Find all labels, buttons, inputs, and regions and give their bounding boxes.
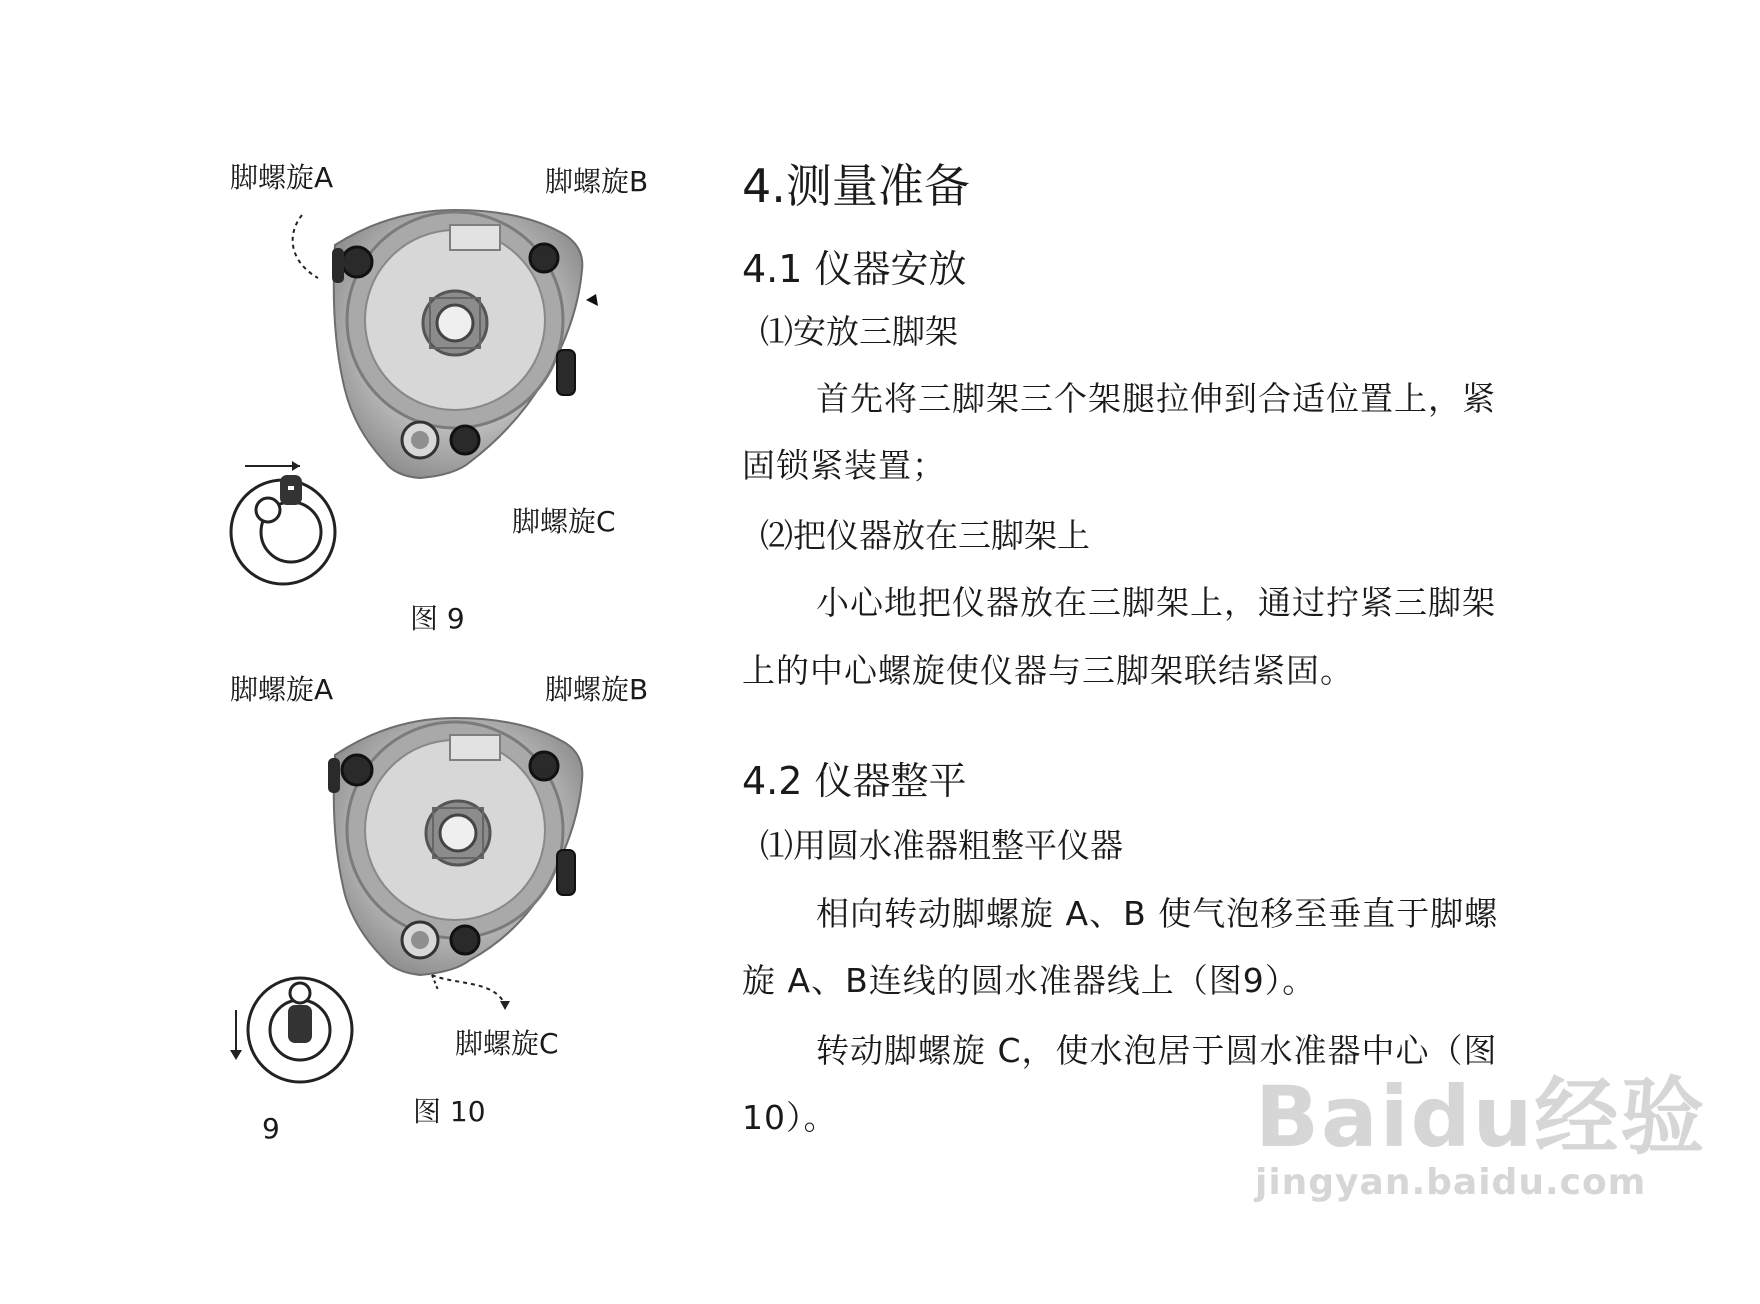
section-title: 4.测量准备	[742, 159, 970, 213]
section-4-1-para-1-line-2: 固锁紧装置；	[742, 446, 946, 485]
section-4-1-item-1: ⑴安放三脚架	[760, 312, 958, 351]
figure9-label-b: 脚螺旋B	[545, 165, 649, 198]
section-4-1-item-2: ⑵把仪器放在三脚架上	[760, 516, 1090, 555]
figure10-tribrach-illustration	[0, 0, 1, 1]
section-4-1-para-2-line-2: 上的中心螺旋使仪器与三脚架联结紧固。	[742, 651, 1354, 690]
baidu-watermark	[1255, 1068, 1707, 1203]
section-4-2-para-2-line-1: 转动脚螺旋 C，使水泡居于圆水准器中心（图	[816, 1031, 1498, 1070]
figure10-label-c: 脚螺旋C	[455, 1027, 559, 1060]
section-4-2-item-1: ⑴用圆水准器粗整平仪器	[760, 826, 1123, 865]
section-4-2-para-2-line-2: 10）。	[742, 1098, 838, 1137]
section-4-1-para-1-line-1: 首先将三脚架三个架腿拉伸到合适位置上，紧	[816, 379, 1496, 418]
figure9-label-c: 脚螺旋C	[512, 505, 616, 538]
watermark-main-text: Baidu经验	[1255, 1068, 1707, 1166]
figure10-caption: 图 10	[413, 1095, 486, 1128]
watermark-sub-text: jingyan.baidu.com	[1255, 1162, 1647, 1203]
section-4-1-title: 4.1 仪器安放	[742, 247, 967, 291]
section-4-1-para-2-line-1: 小心地把仪器放在三脚架上，通过拧紧三脚架	[816, 583, 1496, 622]
section-4-2-para-1-line-2: 旋 A、B连线的圆水准器线上（图9）。	[742, 961, 1317, 1000]
figure10-label-a: 脚螺旋A	[230, 673, 334, 706]
figure9-label-a: 脚螺旋A	[230, 161, 334, 194]
figure9-caption: 图 9	[410, 602, 465, 635]
figure10-stray-number: 9	[262, 1112, 280, 1145]
section-4-2-title: 4.2 仪器整平	[742, 759, 967, 803]
section-4-2-para-1-line-1: 相向转动脚螺旋 A、B 使气泡移至垂直于脚螺	[816, 894, 1499, 933]
figure10-label-b: 脚螺旋B	[545, 673, 649, 706]
